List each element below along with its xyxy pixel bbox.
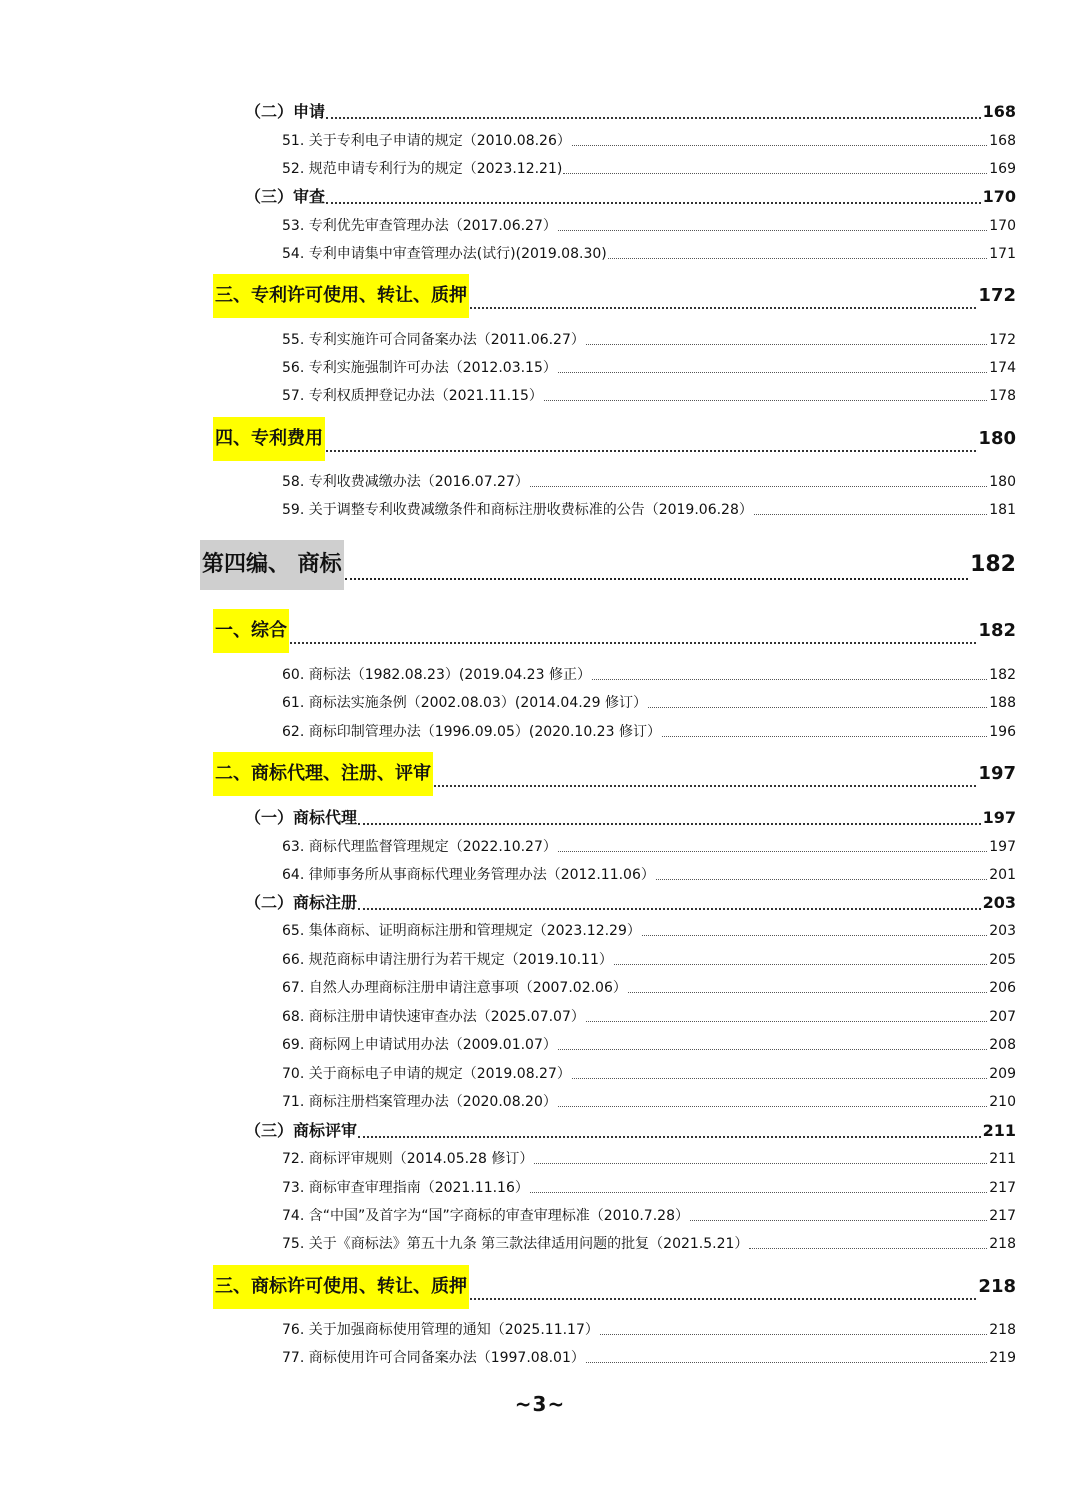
toc-title: 三、商标许可使用、转让、质押 [213,1265,469,1309]
toc-page: 172 [978,285,1016,306]
toc-title: 二、商标代理、注册、评审 [213,752,433,796]
toc-subsection[interactable] [245,1119,1016,1143]
toc-item[interactable] [282,664,1016,686]
toc-title: 73. 商标审查审理指南（2021.11.16） [282,1180,529,1196]
toc-item[interactable] [282,977,1016,999]
toc-title: 72. 商标评审规则（2014.05.28 修订） [282,1151,534,1167]
dot-leader [326,117,981,119]
toc-page: 196 [989,724,1016,740]
toc-title: 一、综合 [213,609,289,653]
dot-leader [345,578,968,580]
toc-title: 53. 专利优先审查管理办法（2017.06.27） [282,218,557,234]
dot-leader [326,202,981,204]
toc-page: 169 [989,161,1016,177]
toc-page: 182 [970,552,1016,577]
toc-title: 52. 规范申请专利行为的规定（2023.12.21) [282,161,563,177]
toc-page: 218 [989,1236,1016,1252]
dot-leader [558,1049,987,1050]
dot-leader [558,230,987,231]
toc-title: 71. 商标注册档案管理办法（2020.08.20） [282,1094,557,1110]
toc-item[interactable] [282,1177,1016,1199]
toc-title: 58. 专利收费减缴办法（2016.07.27） [282,474,529,490]
toc-section[interactable] [213,609,1016,653]
toc-page: 172 [989,332,1016,348]
toc-page: 168 [982,102,1016,121]
dot-leader [656,879,987,880]
toc-title: 61. 商标法实施条例（2002.08.03）(2014.04.29 修订） [282,695,647,711]
toc-page: 209 [989,1066,1016,1082]
toc-page: 188 [989,695,1016,711]
toc-title: 51. 关于专利电子申请的规定（2010.08.26） [282,133,571,149]
toc-section[interactable] [213,417,1016,461]
toc-title: 57. 专利权质押登记办法（2021.11.15） [282,388,543,404]
dot-leader [326,450,976,452]
toc-item[interactable] [282,329,1016,351]
toc-page: 171 [989,246,1016,262]
toc-title: 54. 专利申请集中审查管理办法(试行)(2019.08.30) [282,246,607,262]
dot-leader [358,908,981,910]
dot-leader [470,1298,976,1300]
dot-leader [592,679,987,680]
toc-item[interactable] [282,243,1016,265]
toc-page: 211 [989,1151,1016,1167]
dot-leader [534,1163,987,1164]
toc-item[interactable] [282,385,1016,407]
toc-title: 55. 专利实施许可合同备案办法（2011.06.27） [282,332,585,348]
toc-item[interactable] [282,949,1016,971]
toc-page: 182 [989,667,1016,683]
toc-title: 56. 专利实施强制许可办法（2012.03.15） [282,360,557,376]
toc-item[interactable] [282,836,1016,858]
toc-part[interactable] [200,540,1016,590]
toc-title: 63. 商标代理监督管理规定（2022.10.27） [282,839,557,855]
toc-title: （三）审查 [245,187,326,206]
toc-page: 197 [982,808,1016,827]
toc-item[interactable] [282,357,1016,379]
toc-page: 170 [989,218,1016,234]
dot-leader [642,935,987,936]
dot-leader [586,1362,987,1363]
toc-page: 210 [989,1094,1016,1110]
toc-page: 201 [989,867,1016,883]
toc-title: 第四编、 商标 [200,540,344,590]
toc-item[interactable] [282,1347,1016,1369]
dot-leader [544,400,987,401]
toc-title: 77. 商标使用许可合同备案办法（1997.08.01） [282,1350,585,1366]
toc-subsection[interactable] [245,100,1016,124]
toc-page: 197 [989,839,1016,855]
dot-leader [470,307,976,309]
toc-page: 181 [989,502,1016,518]
toc-item[interactable] [282,864,1016,886]
dot-leader [358,1136,981,1138]
dot-leader [358,823,981,825]
dot-leader [530,1192,987,1193]
toc-title: 四、专利费用 [213,417,325,461]
toc-page: 218 [978,1276,1016,1297]
toc-page: 207 [989,1009,1016,1025]
dot-leader [558,372,987,373]
toc-section[interactable] [213,1265,1016,1309]
toc-subsection[interactable] [245,185,1016,209]
toc-page: 217 [989,1208,1016,1224]
dot-leader [563,173,987,174]
toc-page: 170 [982,187,1016,206]
toc-title: 59. 关于调整专利收费减缴条件和商标注册收费标准的公告（2019.06.28） [282,502,753,518]
dot-leader [608,258,988,259]
toc-title: 62. 商标印制管理办法（1996.09.05）(2020.10.23 修订） [282,724,661,740]
toc-title: 76. 关于加强商标使用管理的通知（2025.11.17） [282,1322,599,1338]
toc-item[interactable] [282,471,1016,493]
toc-title: 68. 商标注册申请快速审查办法（2025.07.07） [282,1009,585,1025]
toc-title: 66. 规范商标申请注册行为若干规定（2019.10.11） [282,952,613,968]
dot-leader [600,1334,987,1335]
dot-leader [628,992,987,993]
toc-item[interactable] [282,920,1016,942]
toc-item[interactable] [282,499,1016,521]
dot-leader [530,486,987,487]
page-number-footer: ~3~ [514,1392,566,1416]
toc-page: 168 [989,133,1016,149]
toc-page: 180 [989,474,1016,490]
toc-item[interactable] [282,1319,1016,1341]
toc-title: 74. 含“中国”及首字为“国”字商标的审查审理标准（2010.7.28） [282,1208,689,1224]
dot-leader [290,642,976,644]
dot-leader [586,344,987,345]
dot-leader [558,1106,987,1107]
toc-page: 218 [989,1322,1016,1338]
toc-title: 65. 集体商标、证明商标注册和管理规定（2023.12.29） [282,923,641,939]
toc-page: 203 [989,923,1016,939]
toc-page: 217 [989,1180,1016,1196]
toc-title: （二）申请 [245,102,326,121]
toc-page: 206 [989,980,1016,996]
toc-page: 203 [982,893,1016,912]
dot-leader [572,145,987,146]
toc-section[interactable] [213,752,1016,796]
dot-leader [572,1078,987,1079]
toc-title: 60. 商标法（1982.08.23）(2019.04.23 修正） [282,667,591,683]
dot-leader [749,1248,987,1249]
toc-item[interactable] [282,721,1016,743]
dot-leader [558,851,987,852]
toc-item[interactable] [282,158,1016,180]
toc-item[interactable] [282,1148,1016,1170]
toc-item[interactable] [282,1034,1016,1056]
toc-title: 69. 商标网上申请试用办法（2009.01.07） [282,1037,557,1053]
toc-page: 205 [989,952,1016,968]
dot-leader [754,514,987,515]
dot-leader [614,964,987,965]
toc-title: （二）商标注册 [245,893,358,912]
toc-item[interactable] [282,692,1016,714]
toc-page: 219 [989,1350,1016,1366]
dot-leader [586,1021,987,1022]
toc-title: （三）商标评审 [245,1121,358,1140]
toc-page: 178 [989,388,1016,404]
toc-title: 64. 律师事务所从事商标代理业务管理办法（2012.11.06） [282,867,655,883]
toc-subsection[interactable] [245,891,1016,915]
dot-leader [690,1220,987,1221]
toc-subsection[interactable] [245,806,1016,830]
toc-page: 180 [978,428,1016,449]
toc-title: 70. 关于商标电子申请的规定（2019.08.27） [282,1066,571,1082]
toc-item[interactable] [282,1233,1016,1255]
dot-leader [648,707,987,708]
toc-item[interactable] [282,130,1016,152]
toc-title: 67. 自然人办理商标注册申请注意事项（2007.02.06） [282,980,627,996]
toc-page: 197 [978,763,1016,784]
toc-title: 三、专利许可使用、转让、质押 [213,274,469,318]
toc-item[interactable] [282,1063,1016,1085]
toc-section[interactable] [213,274,1016,318]
toc-item[interactable] [282,1205,1016,1227]
toc-item[interactable] [282,215,1016,237]
toc-item[interactable] [282,1006,1016,1028]
dot-leader [434,785,976,787]
toc-page: 211 [982,1121,1016,1140]
toc-item[interactable] [282,1091,1016,1113]
toc-title: （一）商标代理 [245,808,358,827]
toc-title: 75. 关于《商标法》第五十九条 第三款法律适用问题的批复（2021.5.21） [282,1236,749,1252]
toc-page: 208 [989,1037,1016,1053]
toc-page: 174 [989,360,1016,376]
dot-leader [662,736,987,737]
toc-page: 182 [978,620,1016,641]
